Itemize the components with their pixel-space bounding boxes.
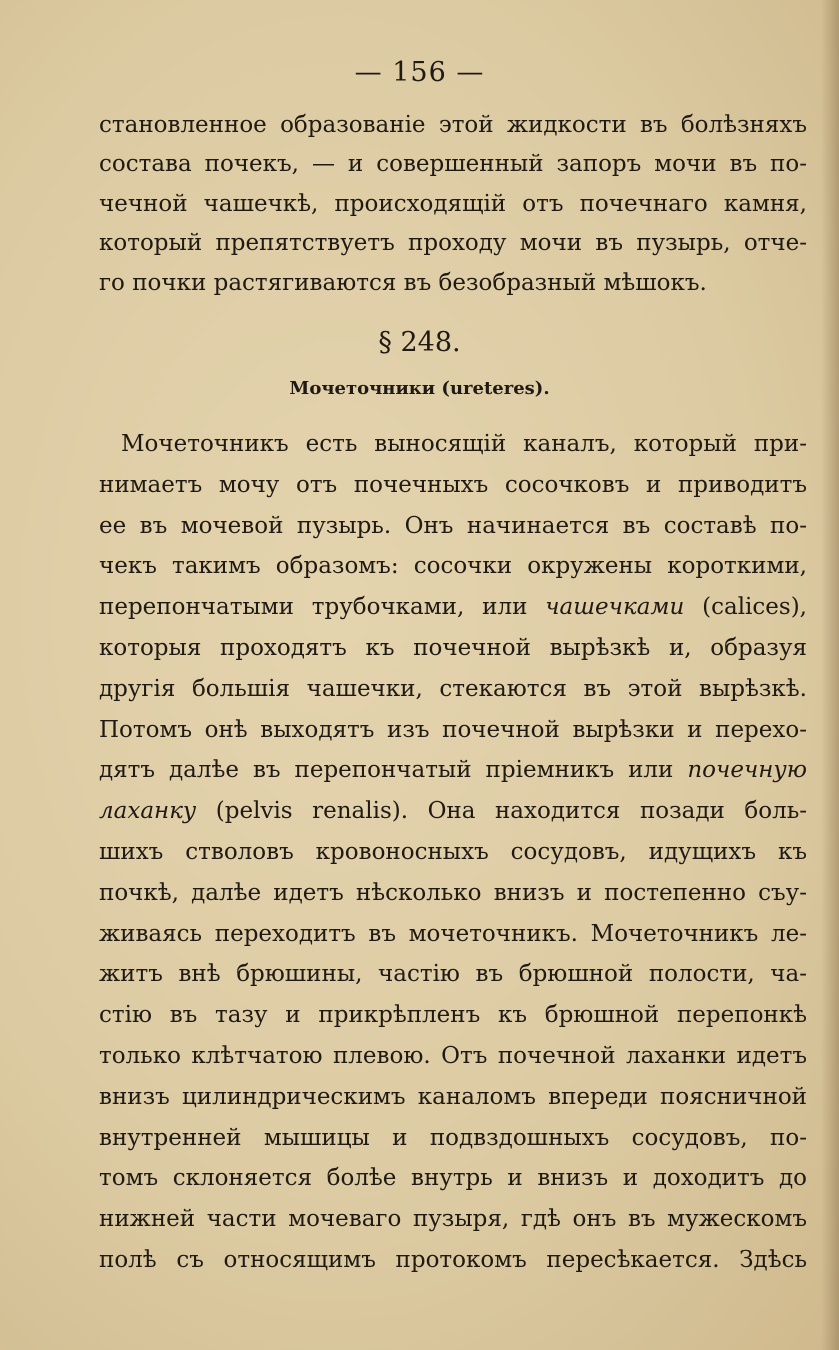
text-line: внизъ цилиндрическимъ каналомъ впереди поясничной [99,1083,807,1110]
text-line: чекъ такимъ образомъ: сосочки окружены короткими, [99,553,807,580]
text-line: чечной чашечкѣ, происходящій отъ почечнаго камня, [99,190,807,217]
text-line: только клѣтчатою плевою. Отъ почечной лаханки идетъ [99,1042,807,1069]
text-line: полѣ съ относящимъ протокомъ пересѣкается. Здѣсь [99,1246,807,1273]
text-line [99,750,807,791]
text-line: шихъ стволовъ кровоносныхъ сосудовъ, идущихъ къ [99,838,807,865]
text-line: ее въ мочевой пузырь. Онъ начинается въ составѣ по- [99,512,807,539]
text-line: нижней части мочеваго пузыря, гдѣ онъ въ мужескомъ [99,1206,807,1233]
text-fragment: дятъ далѣе въ перепончатый пріемникъ или [99,757,688,784]
text-line: стію въ тазу и прикрѣпленъ къ брюшной перепонкѣ [99,1002,807,1029]
page-number: — 156 — [354,57,485,88]
text-line: нимаетъ мочу отъ почечныхъ сосочковъ и приводитъ [99,471,807,498]
text-line: живаясь переходитъ въ мочеточникъ. Мочеточникъ ле- [99,920,807,947]
text-line: другія большія чашечки, стекаются въ этой вырѣзкѣ. [99,675,807,702]
body-paragraph [99,424,807,1281]
section-title: Мочеточники (ureteres). [289,378,550,399]
text-line: го почки растягиваются въ безобразный мѣшокъ. [99,269,707,296]
text-line: Мочеточникъ есть выносящій каналъ, который при- [121,431,807,457]
latin-term: (pelvis renalis). Она находится позади боль- [196,798,807,825]
text-line: которыя проходятъ къ почечной вырѣзкѣ и, образуя [99,634,807,661]
text-line: почкѣ, далѣе идетъ нѣсколько внизъ и постепенно съу- [99,879,807,906]
section-number: § 248. [378,327,461,358]
text-line [99,791,807,832]
text-line: внутренней мышицы и подвздошныхъ сосудовъ, по- [99,1124,807,1151]
text-line: который препятствуетъ проходу мочи въ пузырь, отче- [99,230,807,257]
italic-term: лаханку [99,798,197,825]
text-line: томъ склоняется болѣе внутрь и внизъ и доходитъ до [99,1165,807,1192]
italic-term: почечную [687,757,807,784]
text-line [99,587,807,628]
italic-term: чашечками [545,594,685,621]
text-line: становленное образованіе этой жидкости въ болѣзняхъ [99,112,807,138]
top-paragraph [99,106,807,303]
text-line: состава почекъ, — и совершенный запоръ мочи въ по- [99,151,807,178]
text-line: Потомъ онѣ выходятъ изъ почечной вырѣзки и перехо- [99,716,807,743]
latin-term: (calices), [684,594,807,621]
text-fragment: перепончатыми трубочками, или [99,594,546,621]
page-edge-shadow [821,0,839,1350]
text-line: житъ внѣ брюшины, частію въ брюшной полости, ча- [99,961,807,988]
